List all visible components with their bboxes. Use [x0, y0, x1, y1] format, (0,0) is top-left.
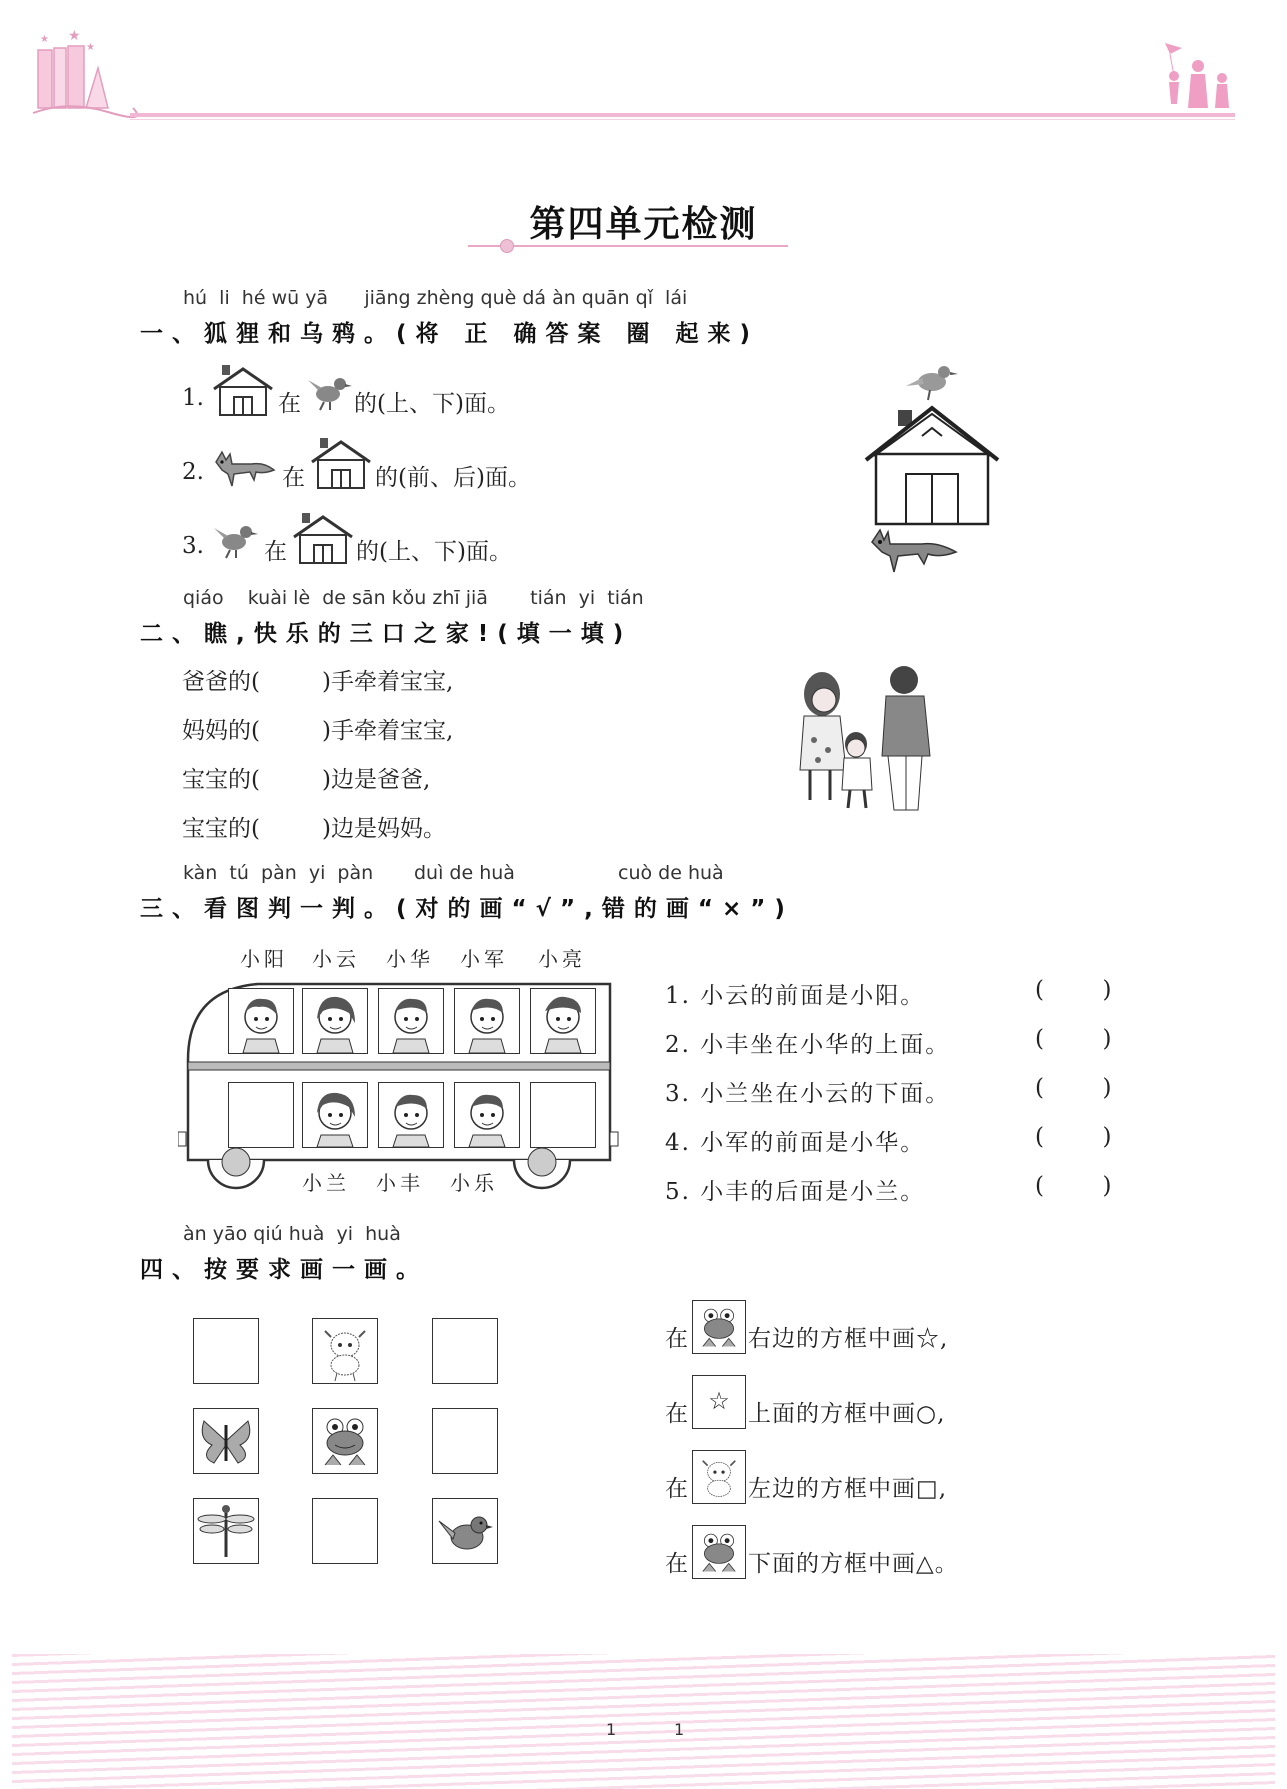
bus-window-top-4	[454, 988, 520, 1054]
bus-name-xiaole: 小乐	[450, 1171, 498, 1195]
s2-line1-a: 爸爸的(	[182, 669, 260, 695]
s3-statement-2: 2. 小丰坐在小华的上面。	[665, 1032, 951, 1058]
crow-icon	[214, 520, 258, 566]
dragonfly-icon	[194, 1499, 258, 1563]
section1-heading: 一、狐狸和乌鸦。(将 正 确答案 圈 起来)	[140, 321, 760, 347]
grid-box-r1c3[interactable]	[432, 1318, 498, 1384]
page-number-left: 1	[606, 1720, 617, 1739]
header-rule	[130, 113, 1235, 117]
svg-text:★: ★	[40, 34, 49, 45]
grid-box-r1c2[interactable]	[312, 1318, 378, 1384]
house-icon	[310, 438, 372, 494]
svg-text:★: ★	[86, 42, 95, 53]
cow-icon	[692, 1450, 746, 1504]
section3-pinyin-c: cuò de huà	[618, 862, 724, 884]
s2-line3	[182, 761, 430, 794]
title-dot	[500, 239, 514, 253]
frog-icon	[692, 1300, 746, 1354]
s2-line2-a: 妈妈的(	[182, 718, 260, 744]
s4-instr4-post: 下面的方框中画△。	[748, 1551, 959, 1577]
s3-answer-4[interactable]: ( )	[1035, 1124, 1112, 1150]
s2-line1	[182, 663, 453, 696]
s3-answer-5[interactable]: ( )	[1035, 1173, 1112, 1199]
bird-icon	[433, 1499, 497, 1563]
s4-instr1-pre: 在	[665, 1326, 688, 1352]
kid-face-icon	[379, 989, 443, 1053]
grid-box-r3c1[interactable]	[193, 1498, 259, 1564]
house-icon	[292, 513, 354, 569]
bus-name-xiaojun: 小军	[460, 947, 508, 971]
s1-item1-mid: 在	[278, 391, 301, 417]
s1-item1-num: 1.	[182, 385, 204, 411]
s2-line4-a: 宝宝的(	[182, 816, 260, 842]
s3-statement-4: 4. 小军的前面是小华。	[665, 1130, 926, 1156]
s4-instr2-pre: 在	[665, 1401, 688, 1427]
s3-statement-3: 3. 小兰坐在小云的下面。	[665, 1081, 951, 1107]
crow-icon	[308, 372, 352, 418]
s3-statement-1: 1. 小云的前面是小阳。	[665, 983, 926, 1009]
s1-item2-end: 的(前、后)面。	[375, 465, 531, 491]
section4-heading: 四、按要求画一画。	[140, 1257, 428, 1283]
grid-box-r3c2[interactable]	[312, 1498, 378, 1564]
s2-line3-b: )边是爸爸,	[321, 767, 431, 793]
s2-line1-b: )手牵着宝宝,	[321, 669, 454, 695]
bus-window-bottom-2	[302, 1082, 368, 1148]
cow-icon	[313, 1319, 377, 1383]
bus-window-bottom-3	[378, 1082, 444, 1148]
s3-answer-2[interactable]: ( )	[1035, 1026, 1112, 1052]
frog-icon	[692, 1525, 746, 1579]
s3-statement-5: 5. 小丰的后面是小兰。	[665, 1179, 926, 1205]
footer-band	[12, 1654, 1275, 1789]
section4-pinyin: àn yāo qiú huà yi huà	[183, 1223, 401, 1245]
bus-name-xiaolan: 小兰	[302, 1171, 350, 1195]
bus-window-top-3	[378, 988, 444, 1054]
kid-face-icon	[455, 1083, 519, 1147]
bus-name-xiaoyang: 小阳	[240, 947, 288, 971]
bus-name-xiaohua: 小华	[386, 947, 434, 971]
s4-instr2-post: 上面的方框中画○,	[748, 1401, 946, 1427]
bus-window-top-5	[530, 988, 596, 1054]
s4-instr4-pre: 在	[665, 1551, 688, 1577]
s4-instr3-post: 左边的方框中画□,	[748, 1476, 948, 1502]
page-title: 第四单元检测	[529, 203, 758, 245]
s2-line2	[182, 712, 453, 745]
s2-line4	[182, 810, 446, 843]
s1-item3-num: 3.	[182, 533, 204, 559]
s4-instr1-post: 右边的方框中画☆,	[748, 1326, 949, 1352]
butterfly-icon	[194, 1409, 258, 1473]
s3-answer-3[interactable]: ( )	[1035, 1075, 1112, 1101]
s2-line2-b: )手牵着宝宝,	[321, 718, 454, 744]
section2-pinyin: qiáo kuài lè de sān kǒu zhī jiā tián yi tián	[183, 587, 644, 609]
grid-box-r2c1[interactable]	[193, 1408, 259, 1474]
house-icon	[212, 365, 274, 421]
bus-name-xiaofeng: 小丰	[376, 1171, 424, 1195]
s1-item1-end: 的(上、下)面。	[354, 391, 510, 417]
section3-heading: 三、看图判一判。(对的画“√”,错的画“×”)	[140, 896, 794, 922]
kid-face-icon	[531, 989, 595, 1053]
grid-box-r2c2[interactable]	[312, 1408, 378, 1474]
svg-text:★: ★	[68, 28, 81, 44]
s1-item2-mid: 在	[282, 465, 305, 491]
grid-box-r3c3[interactable]	[432, 1498, 498, 1564]
family-silhouette-icon	[1160, 38, 1240, 118]
title-underline	[468, 245, 788, 247]
bus-name-xiaoliang: 小亮	[538, 947, 586, 971]
header-logo	[28, 28, 138, 123]
section3-pinyin-a: kàn tú pàn yi pàn	[183, 862, 374, 884]
house-crow-fox-illustration	[862, 360, 1002, 580]
bus-window-bottom-1	[228, 1082, 294, 1148]
s2-line4-b: )边是妈妈。	[321, 816, 446, 842]
kid-face-icon	[455, 989, 519, 1053]
kid-face-icon	[379, 1083, 443, 1147]
star-box: ☆	[692, 1375, 746, 1429]
bus-window-bottom-5	[530, 1082, 596, 1148]
header-rule-thin	[130, 119, 1235, 120]
frog-icon	[313, 1409, 377, 1473]
kid-face-icon	[303, 989, 367, 1053]
section2-heading: 二、瞧,快乐的三口之家!(填一填)	[140, 621, 633, 647]
s2-line3-a: 宝宝的(	[182, 767, 260, 793]
section1-pinyin: hú li hé wū yā jiāng zhèng què dá àn quān qǐ lái	[183, 287, 688, 309]
kid-face-icon	[303, 1083, 367, 1147]
fox-icon	[212, 448, 276, 494]
grid-box-r2c3[interactable]	[432, 1408, 498, 1474]
s1-item3-end: 的(上、下)面。	[356, 539, 512, 565]
s4-instr3-pre: 在	[665, 1476, 688, 1502]
family-illustration	[790, 660, 940, 820]
s1-item3-mid: 在	[264, 539, 287, 565]
kid-face-icon	[229, 989, 293, 1053]
bus-window-top-1	[228, 988, 294, 1054]
bus-name-xiaoyun: 小云	[312, 947, 360, 971]
grid-box-r1c1[interactable]	[193, 1318, 259, 1384]
page-number-right: 1	[674, 1720, 685, 1739]
s1-item2-num: 2.	[182, 459, 204, 485]
s3-answer-1[interactable]: ( )	[1035, 977, 1112, 1003]
bus-window-top-2	[302, 988, 368, 1054]
bus-window-bottom-4	[454, 1082, 520, 1148]
section3-pinyin-b: duì de huà	[414, 862, 515, 884]
